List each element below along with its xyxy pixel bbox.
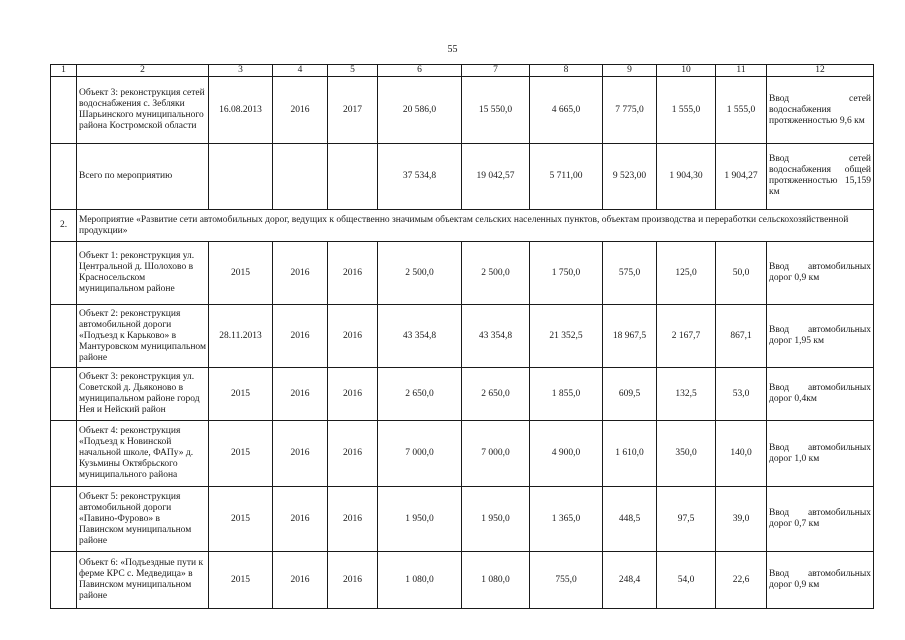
total-cost-cell: 1 950,0 xyxy=(378,487,462,552)
date-cell: 2015 xyxy=(209,242,273,305)
start-year-cell: 2016 xyxy=(273,305,328,368)
object-name: Объект 1: реконструкция ул. Центральной д. Шолохово в Красносельском муниципальном районе xyxy=(77,242,209,305)
result-cell: Ввод автомобильных дорог 0,7 км xyxy=(767,487,874,552)
header-cell: 12 xyxy=(767,65,874,77)
value-cell: 140,0 xyxy=(716,421,767,487)
date-cell: 28.11.2013 xyxy=(209,305,273,368)
value-cell: 1 750,0 xyxy=(530,242,603,305)
result-cell: Ввод автомобильных дорог 0,4км xyxy=(767,368,874,421)
value-cell: 7 000,0 xyxy=(462,421,530,487)
start-year-cell: 2016 xyxy=(273,77,328,144)
result-cell: Ввод сетей водоснабжения общей протяженностью 15,159 км xyxy=(767,144,874,210)
object-name: Объект 3: реконструкция сетей водоснабжения с. Зебляки Шарьинского муниципального района Костромской области xyxy=(77,77,209,144)
result-cell: Ввод автомобильных дорог 0,9 км xyxy=(767,552,874,609)
table-row xyxy=(51,421,874,487)
value-cell: 5 711,00 xyxy=(530,144,603,210)
value-cell: 1 610,0 xyxy=(603,421,657,487)
value-cell: 1 555,0 xyxy=(716,77,767,144)
object-name: Объект 6: «Подъездные пути к ферме КРС с. Медведица» в Павинском муниципальном районе xyxy=(77,552,209,609)
result-cell: Ввод автомобильных дорог 1,0 км xyxy=(767,421,874,487)
value-cell: 1 080,0 xyxy=(462,552,530,609)
value-cell: 1 855,0 xyxy=(530,368,603,421)
header-cell: 4 xyxy=(273,65,328,77)
total-cost-cell: 2 500,0 xyxy=(378,242,462,305)
value-cell: 39,0 xyxy=(716,487,767,552)
total-cost-cell: 37 534,8 xyxy=(378,144,462,210)
value-cell: 15 550,0 xyxy=(462,77,530,144)
table-row xyxy=(51,552,874,609)
value-cell: 54,0 xyxy=(657,552,716,609)
object-name: Объект 3: реконструкция ул. Советской д. Дьяконово в муниципальном районе город Нея и Нейский район xyxy=(77,368,209,421)
table-row xyxy=(51,305,874,368)
end-year-cell: 2016 xyxy=(328,421,378,487)
start-year-cell: 2016 xyxy=(273,552,328,609)
value-cell: 7 775,0 xyxy=(603,77,657,144)
header-cell: 10 xyxy=(657,65,716,77)
value-cell: 1 365,0 xyxy=(530,487,603,552)
end-year-cell: 2016 xyxy=(328,305,378,368)
value-cell: 1 904,30 xyxy=(657,144,716,210)
value-cell: 132,5 xyxy=(657,368,716,421)
header-cell: 1 xyxy=(51,65,77,77)
value-cell: 4 665,0 xyxy=(530,77,603,144)
end-year-cell xyxy=(328,144,378,210)
start-year-cell: 2016 xyxy=(273,421,328,487)
header-cell: 6 xyxy=(378,65,462,77)
value-cell: 4 900,0 xyxy=(530,421,603,487)
section-row xyxy=(51,210,874,242)
value-cell: 2 500,0 xyxy=(462,242,530,305)
row-number-cell xyxy=(51,242,77,305)
date-cell: 2015 xyxy=(209,552,273,609)
header-cell: 9 xyxy=(603,65,657,77)
object-name: Объект 5: реконструкция автомобильной дороги «Павино-Фурово» в Павинском муниципальном районе xyxy=(77,487,209,552)
value-cell: 867,1 xyxy=(716,305,767,368)
section-number: 2. xyxy=(51,210,77,242)
table-row-total xyxy=(51,144,874,210)
end-year-cell: 2016 xyxy=(328,487,378,552)
value-cell: 350,0 xyxy=(657,421,716,487)
total-cost-cell: 2 650,0 xyxy=(378,368,462,421)
header-cell: 5 xyxy=(328,65,378,77)
program-table xyxy=(50,64,874,609)
header-cell: 11 xyxy=(716,65,767,77)
result-cell: Ввод автомобильных дорог 1,95 км xyxy=(767,305,874,368)
value-cell: 97,5 xyxy=(657,487,716,552)
value-cell: 1 555,0 xyxy=(657,77,716,144)
end-year-cell: 2016 xyxy=(328,242,378,305)
row-number-cell xyxy=(51,77,77,144)
header-cell: 8 xyxy=(530,65,603,77)
end-year-cell: 2017 xyxy=(328,77,378,144)
start-year-cell: 2016 xyxy=(273,242,328,305)
value-cell: 609,5 xyxy=(603,368,657,421)
end-year-cell: 2016 xyxy=(328,368,378,421)
value-cell: 18 967,5 xyxy=(603,305,657,368)
header-cell: 3 xyxy=(209,65,273,77)
page-number: 55 xyxy=(447,44,458,55)
table-row xyxy=(51,368,874,421)
value-cell: 22,6 xyxy=(716,552,767,609)
value-cell: 755,0 xyxy=(530,552,603,609)
result-cell: Ввод автомобильных дорог 0,9 км xyxy=(767,242,874,305)
value-cell: 2 167,7 xyxy=(657,305,716,368)
header-cell: 7 xyxy=(462,65,530,77)
row-number-cell xyxy=(51,144,77,210)
value-cell: 448,5 xyxy=(603,487,657,552)
row-number-cell xyxy=(51,487,77,552)
row-number-cell xyxy=(51,421,77,487)
date-cell: 16.08.2013 xyxy=(209,77,273,144)
start-year-cell xyxy=(273,144,328,210)
start-year-cell: 2016 xyxy=(273,368,328,421)
value-cell: 1 904,27 xyxy=(716,144,767,210)
table-row xyxy=(51,77,874,144)
total-cost-cell: 20 586,0 xyxy=(378,77,462,144)
date-cell: 2015 xyxy=(209,487,273,552)
start-year-cell: 2016 xyxy=(273,487,328,552)
result-cell: Ввод сетей водоснабжения протяженностью 9,6 км xyxy=(767,77,874,144)
value-cell: 9 523,00 xyxy=(603,144,657,210)
value-cell: 19 042,57 xyxy=(462,144,530,210)
value-cell: 2 650,0 xyxy=(462,368,530,421)
value-cell: 53,0 xyxy=(716,368,767,421)
value-cell: 21 352,5 xyxy=(530,305,603,368)
date-cell xyxy=(209,144,273,210)
value-cell: 575,0 xyxy=(603,242,657,305)
table-row xyxy=(51,242,874,305)
section-title: Мероприятие «Развитие сети автомобильных дорог, ведущих к общественно значимым объектам сельских населенных пунктов, объектам производства и переработки сельскохозяйственной продукции» xyxy=(77,210,874,242)
header-cell: 2 xyxy=(77,65,209,77)
value-cell: 43 354,8 xyxy=(462,305,530,368)
row-number-cell xyxy=(51,368,77,421)
end-year-cell: 2016 xyxy=(328,552,378,609)
date-cell: 2015 xyxy=(209,421,273,487)
row-number-cell xyxy=(51,305,77,368)
value-cell: 248,4 xyxy=(603,552,657,609)
object-name: Объект 4: реконструкция «Подъезд к Новинской начальной школе, ФАПу» д. Кузьмины Октябрьского муниципального района xyxy=(77,421,209,487)
table-row xyxy=(51,487,874,552)
row-number-cell xyxy=(51,552,77,609)
object-name: Всего по мероприятию xyxy=(77,144,209,210)
date-cell: 2015 xyxy=(209,368,273,421)
total-cost-cell: 1 080,0 xyxy=(378,552,462,609)
value-cell: 1 950,0 xyxy=(462,487,530,552)
object-name: Объект 2: реконструкция автомобильной дороги «Подъезд к Карьково» в Мантуровском муниципальном районе xyxy=(77,305,209,368)
value-cell: 50,0 xyxy=(716,242,767,305)
total-cost-cell: 7 000,0 xyxy=(378,421,462,487)
header-row xyxy=(51,65,874,77)
total-cost-cell: 43 354,8 xyxy=(378,305,462,368)
value-cell: 125,0 xyxy=(657,242,716,305)
